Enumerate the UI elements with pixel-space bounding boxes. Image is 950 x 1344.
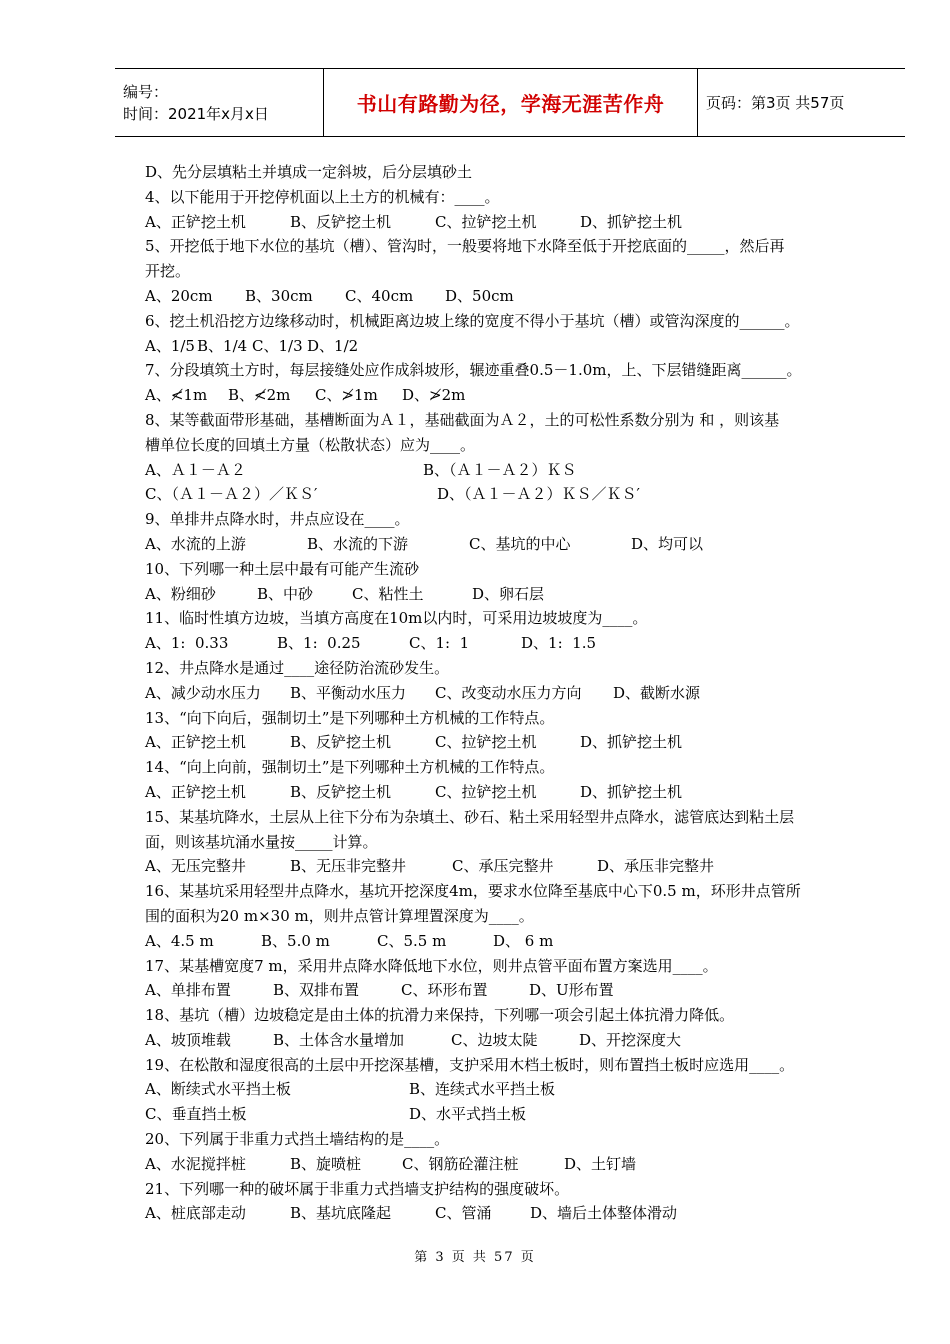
- option-item: D、抓铲挖土机: [580, 782, 683, 801]
- option-item: D、卵石层: [472, 584, 545, 603]
- option-item: A、减少动水压力: [145, 683, 261, 702]
- options-row: [145, 730, 880, 755]
- question-line: 面，则该基坑涌水量按_____计算。: [145, 832, 378, 851]
- option-item: C、5.5 m: [377, 931, 447, 950]
- option-item: C、环形布置: [401, 981, 488, 1000]
- option-item: B、平衡动水压力: [290, 683, 407, 702]
- options-row: [145, 1102, 880, 1127]
- option-item: B、土体含水量增加: [273, 1030, 405, 1049]
- options-row: [145, 1152, 880, 1177]
- option-item: D、≯2m: [402, 386, 466, 405]
- options-row: [145, 978, 880, 1003]
- option-item: C、拉铲挖土机: [435, 782, 537, 801]
- header-page-cell: [698, 69, 905, 136]
- serial-label: 编号：: [123, 82, 169, 101]
- question-line: 17、某基槽宽度7 m，采用井点降水降低地下水位，则井点管平面布置方案选用____。: [145, 956, 718, 975]
- question-line: 13、“向下向后，强制切土”是下列哪种土方机械的工作特点。: [145, 708, 555, 727]
- option-item: C、1: 1: [409, 634, 470, 653]
- option-item: C、≯1m: [315, 386, 378, 405]
- option-item: A、≮1m: [145, 386, 208, 405]
- question-line: 11、临时性填方边坡，当填方高度在10m以内时，可采用边坡坡度为____。: [145, 609, 648, 628]
- options-row: [145, 210, 880, 235]
- option-item: A、桩底部走动: [145, 1204, 246, 1223]
- option-item: D、土钉墙: [564, 1154, 637, 1173]
- question-line: 槽单位长度的回填土方量（松散状态）应为____。: [145, 435, 476, 454]
- options-row: [145, 383, 880, 408]
- options-row: [145, 482, 880, 507]
- option-item: C、钢筋砼灌注桩: [402, 1154, 519, 1173]
- time-label: 时间：2021年x月x日: [123, 104, 269, 123]
- option-item: B、反铲挖土机: [290, 212, 392, 231]
- options-row: [145, 854, 880, 879]
- page-footer: 第 3 页 共 57 页: [414, 1250, 536, 1265]
- options-row: [145, 631, 880, 656]
- option-item: C、拉铲挖土机: [435, 733, 537, 752]
- option-item: A、1: 0.33: [145, 634, 229, 653]
- option-item: A、4.5 m: [145, 931, 214, 950]
- option-item: B、≮2m: [228, 386, 291, 405]
- option-item: A、水泥搅拌桩: [145, 1154, 246, 1173]
- option-item: B、双排布置: [273, 981, 360, 1000]
- options-row: [145, 780, 880, 805]
- option-item: A、正铲挖土机: [145, 782, 246, 801]
- option-item: C、垂直挡土板: [145, 1105, 247, 1124]
- question-line: 15、某基坑降水，土层从上往下分布为杂填土、砂石、粘土采用轻型井点降水，滤管底达到粘土层: [145, 807, 795, 826]
- option-item: A、无压完整井: [145, 857, 246, 876]
- option-item: D、截断水源: [613, 683, 701, 702]
- question-line: 19、在松散和湿度很高的土层中开挖深基槽，支护采用木档土板时，则布置挡土板时应选用____。: [145, 1055, 795, 1074]
- option-item: D、抓铲挖土机: [580, 733, 683, 752]
- question-line: 6、挖土机沿挖方边缘移动时，机械距离边坡上缘的宽度不得小于基坑（槽）或管沟深度的______。: [145, 311, 800, 330]
- option-item: D、 6 m: [493, 931, 554, 950]
- option-item: D、墙后土体整体滑动: [530, 1204, 678, 1223]
- question-line: 16、某基坑采用轻型井点降水，基坑开挖深度4m，要求水位降至基底中心下0.5 m，环形井点管所: [145, 882, 801, 901]
- options-row: [145, 929, 880, 954]
- question-line: 18、基坑（槽）边坡稳定是由土体的抗滑力来保持，下列哪一项会引起土体抗滑力降低。: [145, 1006, 735, 1025]
- option-item: C、改变动水压力方向: [435, 683, 582, 702]
- option-item: D、（Ａ１－Ａ２）ＫＳ／ＫＳ′: [437, 485, 640, 504]
- option-item: D、50cm: [445, 286, 514, 305]
- options-row: [145, 334, 880, 359]
- options-row: [145, 532, 880, 557]
- option-item: B、反铲挖土机: [290, 782, 392, 801]
- option-item: B、5.0 m: [261, 931, 330, 950]
- option-item: B、（Ａ１－Ａ２）ＫＳ: [423, 460, 577, 479]
- option-item: D、承压非完整井: [597, 857, 715, 876]
- question-line: 9、单排井点降水时，井点应设在____。: [145, 510, 410, 529]
- question-line: 20、下列属于非重力式挡土墙结构的是____。: [145, 1130, 450, 1149]
- option-item: C、（Ａ１－Ａ２）／ＫＳ′: [145, 485, 318, 504]
- option-item: A、水流的上游: [145, 534, 246, 553]
- option-item: C、基坑的中心: [469, 534, 571, 553]
- option-item: B、1/4: [197, 336, 248, 355]
- header-left-cell: [115, 69, 324, 136]
- option-item: D、U形布置: [529, 981, 614, 1000]
- option-item: A、粉细砂: [145, 584, 216, 603]
- question-line: 开挖。: [145, 262, 191, 281]
- option-item: C、边坡太陡: [451, 1030, 538, 1049]
- options-row: [145, 1077, 880, 1102]
- option-item: B、水流的下游: [307, 534, 409, 553]
- option-item: A、Ａ１－Ａ２: [145, 460, 246, 479]
- option-item: D、1/2: [307, 336, 359, 355]
- question-line: 10、下列哪一种土层中最有可能产生流砂: [145, 559, 420, 578]
- document-body: [145, 160, 880, 1226]
- options-row: [145, 681, 880, 706]
- option-item: C、管涌: [435, 1204, 492, 1223]
- option-item: A、断续式水平挡土板: [145, 1080, 291, 1099]
- option-item: A、20cm: [145, 286, 213, 305]
- option-item: D、均可以: [631, 534, 704, 553]
- option-item: C、40cm: [345, 286, 414, 305]
- option-item: B、1: 0.25: [277, 634, 361, 653]
- options-row: [145, 1201, 880, 1226]
- question-line: 4、以下能用于开挖停机面以上土方的机械有：____。: [145, 187, 500, 206]
- question-line: 21、下列哪一种的破坏属于非重力式挡墙支护结构的强度破坏。: [145, 1179, 570, 1198]
- option-item: B、连续式水平挡土板: [409, 1080, 556, 1099]
- option-item: A、1/5: [145, 336, 195, 355]
- option-item: A、坡顶堆载: [145, 1030, 231, 1049]
- option-item: D、1: 1.5: [521, 634, 597, 653]
- option-item: B、反铲挖土机: [290, 733, 392, 752]
- option-item: B、无压非完整井: [290, 857, 407, 876]
- option-item: D、水平式挡土板: [409, 1105, 527, 1124]
- option-item: C、粘性土: [352, 584, 424, 603]
- options-row: [145, 582, 880, 607]
- options-row: [145, 1028, 880, 1053]
- question-line: 5、开挖低于地下水位的基坑（槽）、管沟时，一般要将地下水降至低于开挖底面的_____，然后再: [145, 237, 785, 256]
- page-info: 页码：第3页 共57页: [706, 94, 845, 112]
- option-item: B、中砂: [257, 584, 314, 603]
- options-row: [145, 458, 880, 483]
- option-item: C、1/3: [252, 336, 303, 355]
- option-item: B、旋喷桩: [290, 1154, 362, 1173]
- header-table: [115, 68, 905, 137]
- option-item: A、正铲挖土机: [145, 733, 246, 752]
- option-item: B、30cm: [245, 286, 313, 305]
- motto-text: 书山有路勤为径，学海无涯苦作舟: [356, 92, 665, 116]
- option-item: C、拉铲挖土机: [435, 212, 537, 231]
- option-item: A、正铲挖土机: [145, 212, 246, 231]
- question-line: 围的面积为20 m×30 m，则井点管计算埋置深度为____。: [145, 906, 534, 925]
- question-line: 12、井点降水是通过____途径防治流砂发生。: [145, 658, 450, 677]
- header-motto-cell: [324, 69, 698, 136]
- option-item: B、基坑底隆起: [290, 1204, 392, 1223]
- question-line: 7、分段填筑土方时，每层接缝处应作成斜坡形，辗迹重叠0.5－1.0m，上、下层错缝距离______。: [145, 361, 802, 380]
- options-row: [145, 284, 880, 309]
- option-item: A、单排布置: [145, 981, 231, 1000]
- question-line: 8、某等截面带形基础，基槽断面为Ａ１，基础截面为Ａ２，土的可松性系数分别为 和 ，则该基: [145, 410, 780, 429]
- question-line: 14、“向上向前，强制切土”是下列哪种土方机械的工作特点。: [145, 758, 555, 777]
- question-line: D、先分层填粘土并填成一定斜坡，后分层填砂土: [145, 163, 473, 181]
- option-item: C、承压完整井: [452, 857, 554, 876]
- option-item: D、开挖深度大: [579, 1030, 682, 1049]
- option-item: D、抓铲挖土机: [580, 212, 683, 231]
